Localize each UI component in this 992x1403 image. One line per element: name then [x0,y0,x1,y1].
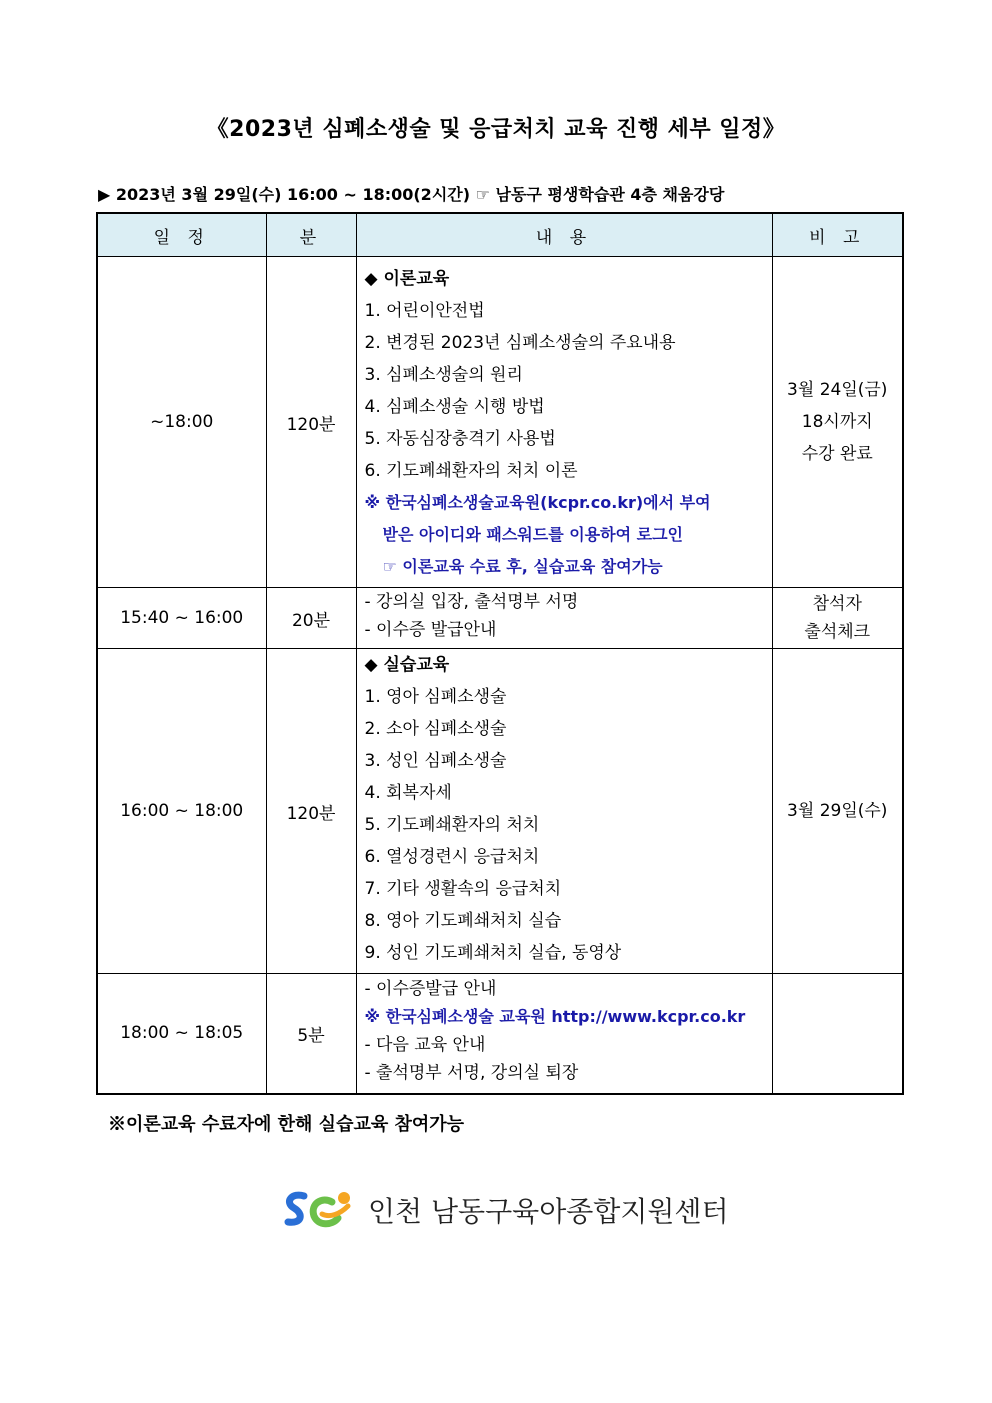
list-item: 8. 영아 기도폐쇄처치 실습 [364,911,562,931]
header-schedule: 일 정 [97,213,266,257]
table-row [97,257,903,588]
row-remark [772,649,903,974]
kcpr-link: ※ 한국심폐소생술 교육원 http://www.kcpr.co.kr [364,1007,746,1027]
remark-line: 참석자 [812,594,862,614]
schedule-table [96,212,904,1095]
row-time: 15:40 ~ 16:00 [97,588,266,649]
schedule-subheading: ▶ 2023년 3월 29일(수) 16:00 ~ 18:00(2시간) ☞ 남동구 평생학습관 4층 채움강당 [98,185,725,204]
remark-line: 18시까지 [801,412,873,432]
list-item: 2. 소아 심폐소생술 [364,719,507,739]
list-item: - 강의실 입장, 출석명부 서명 [364,592,579,612]
header-content: 내 용 [356,213,772,257]
list-item: 4. 심폐소생술 시행 방법 [364,397,545,417]
list-item: 5. 자동심장충격기 사용법 [364,429,556,449]
remark-line: 출석체크 [804,622,871,642]
row-time: 18:00 ~ 18:05 [97,974,266,1094]
list-item: 2. 변경된 2023년 심폐소생술의 주요내용 [364,333,676,353]
row-minutes: 120분 [266,257,356,588]
row-time: 16:00 ~ 18:00 [97,649,266,974]
row-time: ~18:00 [97,257,266,588]
list-item: - 이수증발급 안내 [364,979,497,1000]
list-item: 1. 어린이안전법 [364,301,485,321]
login-notice: 받은 아이디와 패스워드를 이용하여 로그인 [382,525,683,544]
center-logo [282,1188,729,1232]
list-item: 6. 기도폐쇄환자의 처치 이론 [364,461,578,481]
page-title: 《2023년 심폐소생술 및 응급처치 교육 진행 세부 일정》 [206,117,786,142]
list-item: - 출석명부 서명, 강의실 퇴장 [364,1063,579,1084]
row-minutes: 5분 [266,974,356,1094]
section-heading: ◆ 이론교육 [364,269,450,289]
list-item: 3. 심폐소생술의 원리 [364,365,523,385]
table-row [97,974,903,1094]
row-content [356,974,772,1094]
row-remark [772,974,903,1094]
list-item: 7. 기타 생활속의 응급처치 [364,879,562,899]
logo-mark-icon [282,1188,354,1232]
list-item: 3. 성인 심폐소생술 [364,751,507,771]
login-notice: ※ 한국심폐소생술교육원(kcpr.co.kr)에서 부여 [364,493,711,512]
list-item: 1. 영아 심폐소생술 [364,687,507,707]
list-item: 9. 성인 기도폐쇄처치 실습, 동영상 [364,943,622,963]
login-notice: ☞ 이론교육 수료 후, 실습교육 참여가능 [382,557,663,576]
row-remark [772,588,903,649]
row-remark [772,257,903,588]
list-item: 4. 회복자세 [364,783,452,803]
list-item: - 다음 교육 안내 [364,1035,486,1056]
remark-line: 수강 완료 [801,444,873,464]
row-minutes: 20분 [266,588,356,649]
section-heading: ◆ 실습교육 [364,655,450,675]
list-item: - 이수증 발급안내 [364,620,497,640]
list-item: 6. 열성경련시 응급처치 [364,847,540,867]
row-content [356,649,772,974]
row-content [356,257,772,588]
header-minutes: 분 [266,213,356,257]
remark-line: 3월 24일(금) [787,380,888,400]
list-item: 5. 기도폐쇄환자의 처치 [364,815,540,835]
header-remark: 비 고 [772,213,903,257]
row-minutes: 120분 [266,649,356,974]
table-row [97,649,903,974]
logo-text: 인천 남동구육아종합지원센터 [368,1195,729,1228]
footnote: ※이론교육 수료자에 한해 실습교육 참여가능 [108,1114,465,1135]
table-header-row [97,213,903,257]
remark-line: 3월 29일(수) [787,801,888,821]
table-row [97,588,903,649]
row-content [356,588,772,649]
